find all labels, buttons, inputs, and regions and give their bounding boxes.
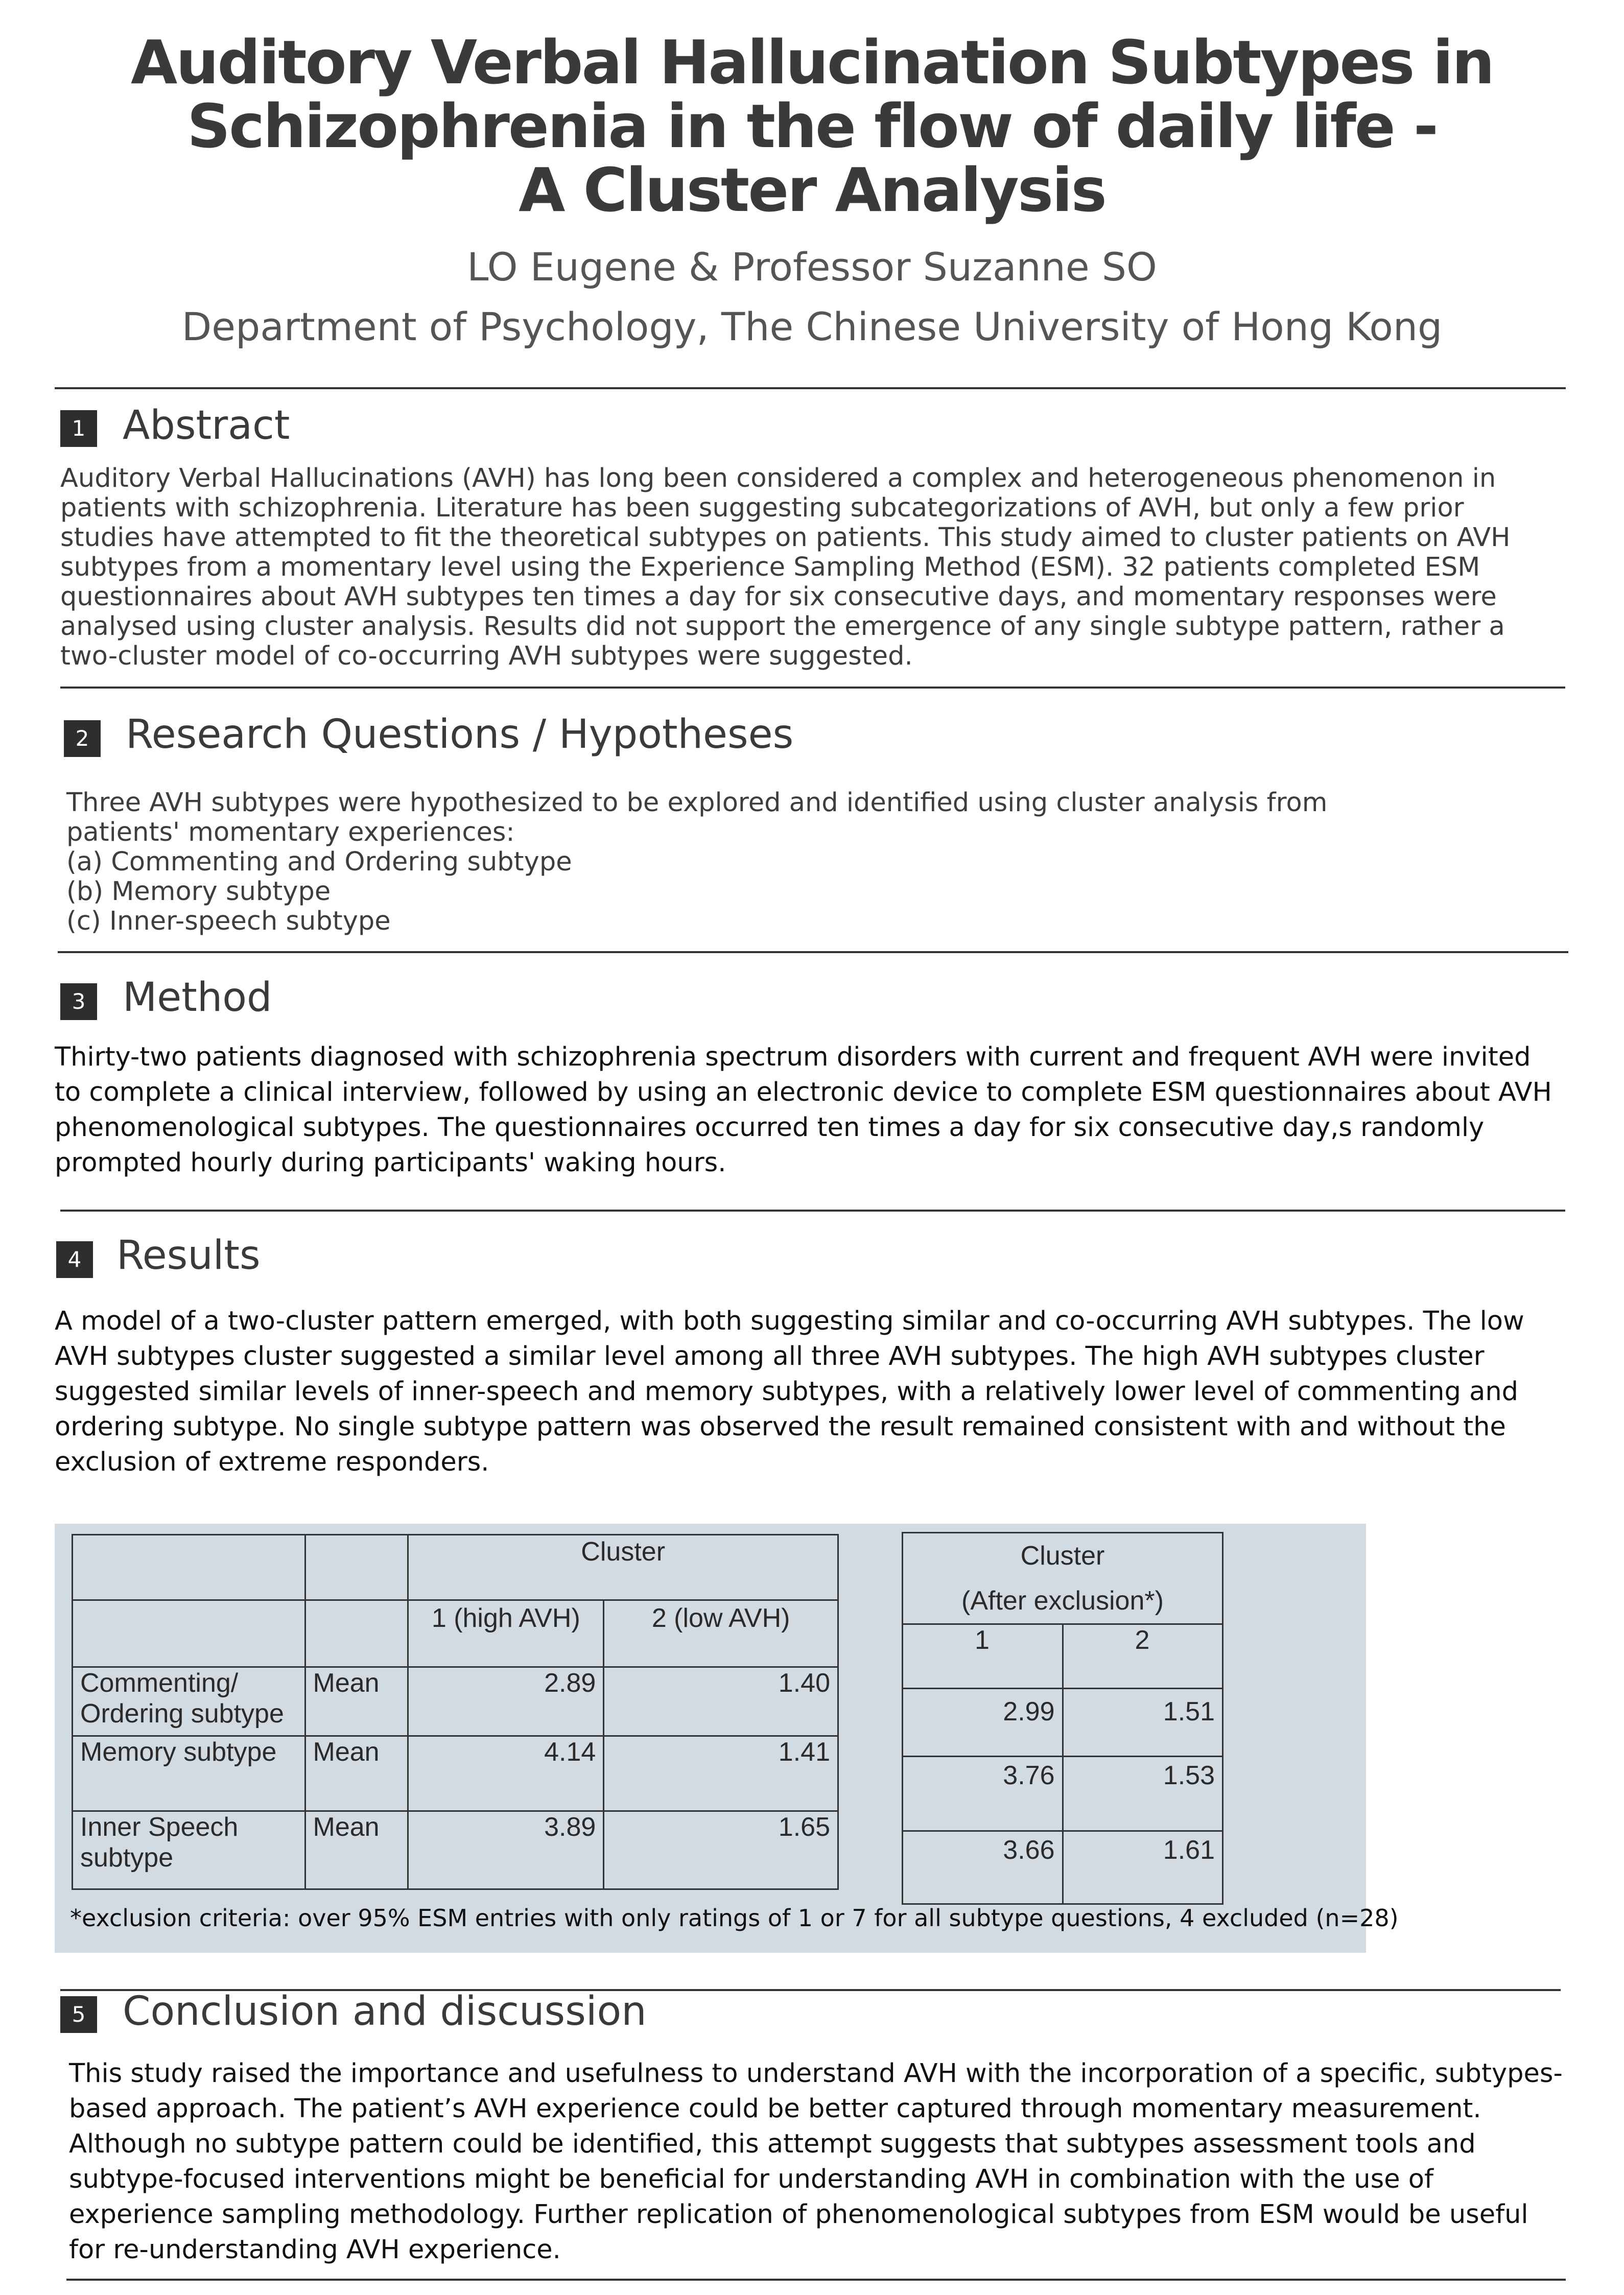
section-title-research-questions: Research Questions / Hypotheses (126, 712, 794, 758)
title-line-1: Auditory Verbal Hallucination Subtypes in (131, 27, 1493, 98)
title-line-3: A Cluster Analysis (519, 155, 1105, 225)
table-header-empty (305, 1600, 408, 1667)
cell-value: 1.40 (604, 1667, 838, 1736)
hypotheses-intro-line-2: patients' momentary experiences: (66, 817, 515, 847)
row-label: Memory subtype (73, 1736, 305, 1811)
table-row (903, 1689, 1223, 1757)
divider (60, 687, 1565, 689)
cluster-header: Cluster (408, 1535, 838, 1600)
results-text: A model of a two-cluster pattern emerged, with both suggesting similar and co-occurring AVH subtypes. The low AVH subtypes cluster suggested a similar level among all three AVH subtypes. The high AVH subtypes cluster suggested similar levels of inner-speech and memory subtypes, with a relatively lower level of commenting and ordering subtype. No single subtype pattern was observed the result remained consistent with and without the exclusion of extreme responders. (55, 1306, 1524, 1477)
section-title-method: Method (123, 975, 272, 1021)
table-row (73, 1811, 838, 1889)
cluster-1-header: 1 (high AVH) (408, 1600, 604, 1667)
section-title-abstract: Abstract (123, 403, 290, 448)
section-title-results: Results (116, 1233, 261, 1279)
conclusion-text: This study raised the importance and usefulness to understand AVH with the incorporation of a specific, subtypes-based approach. The patient’s AVH experience could be better captured through momentary measurement. Although no subtype pattern could be identified, this attempt suggests that subtypes assessment tools and subtype-focused interventions might be beneficial for understanding AVH in combination with the use of experience sampling methodology. Further replication of phenomenological subtypes from ESM would be useful for re-understanding AVH experience. (69, 2059, 1563, 2265)
cell-value: 1.65 (604, 1811, 838, 1889)
poster-title (0, 27, 1624, 225)
cell-value: 3.76 (903, 1757, 1063, 1831)
hypothesis-a: (a) Commenting and Ordering subtype (66, 847, 572, 877)
row-label: Inner Speech subtype (73, 1811, 305, 1889)
divider (55, 387, 1566, 389)
cell-value: 1.53 (1063, 1757, 1223, 1831)
cell-value: 1.41 (604, 1736, 838, 1811)
authors: LO Eugene & Professor Suzanne SO (467, 244, 1157, 290)
hypotheses-list (66, 788, 1548, 936)
excl-cluster-header (903, 1533, 1223, 1624)
section-title-conclusion: Conclusion and discussion (123, 1989, 647, 2034)
cell-value: 4.14 (408, 1736, 604, 1811)
table-row (903, 1757, 1223, 1831)
hypothesis-c: (c) Inner-speech subtype (66, 906, 391, 936)
table-row (73, 1736, 838, 1811)
table-header-empty (305, 1535, 408, 1600)
section-number-conclusion: 5 (60, 1996, 97, 2033)
title-line-2: Schizophrenia in the flow of daily life - (187, 91, 1437, 161)
excl-subheader: (After exclusion*) (961, 1586, 1164, 1616)
excl-cluster-title: Cluster (1020, 1541, 1105, 1571)
divider (58, 951, 1568, 953)
excl-col-2-header: 2 (1063, 1624, 1223, 1689)
after-exclusion-table (902, 1532, 1223, 1905)
section-number-results: 4 (56, 1241, 93, 1278)
abstract-text: Auditory Verbal Hallucinations (AVH) has long been considered a complex and heterogeneous phenomenon in patients with schizophrenia. Literature has been suggesting subcategorizations of AVH, but only a few prior studies have attempted to fit the theoretical subtypes on patients. This study aimed to cluster patients on AVH subtypes from a momentary level using the Experience Sampling Method (ESM). 32 patients completed ESM questionnaires about AVH subtypes ten times a day for six consecutive days, and momentary responses were analysed using cluster analysis. Results did not support the emergence of any single subtype pattern, rather a two-cluster model of co-occurring AVH subtypes were suggested. (60, 463, 1511, 671)
cluster-2-header: 2 (low AVH) (604, 1600, 838, 1667)
divider (60, 1210, 1565, 1212)
row-label: Commenting/ Ordering subtype (73, 1667, 305, 1736)
cell-value: 1.61 (1063, 1831, 1223, 1904)
cell-value: 1.51 (1063, 1689, 1223, 1757)
table-row (73, 1667, 838, 1736)
cell-value: 3.66 (903, 1831, 1063, 1904)
row-stat: Mean (305, 1667, 408, 1736)
divider (66, 2279, 1566, 2281)
method-text: Thirty-two patients diagnosed with schizophrenia spectrum disorders with current and frequent AVH were invited to complete a clinical interview, followed by using an electronic device to complete ESM questionnaires about AVH phenomenological subtypes. The questionnaires occurred ten times a day for six consecutive day,s randomly prompted hourly during participants' waking hours. (55, 1042, 1552, 1178)
section-number-method: 3 (60, 983, 97, 1020)
cluster-means-table (72, 1534, 839, 1890)
row-stat: Mean (305, 1736, 408, 1811)
cell-value: 2.99 (903, 1689, 1063, 1757)
table-header-empty (73, 1600, 305, 1667)
department: Department of Psychology, The Chinese University of Hong Kong (181, 304, 1443, 349)
hypothesis-b: (b) Memory subtype (66, 877, 331, 907)
section-number-abstract: 1 (60, 410, 97, 447)
table-row (903, 1831, 1223, 1904)
excl-col-1-header: 1 (903, 1624, 1063, 1689)
section-number-research-questions: 2 (64, 720, 101, 757)
table-header-empty (73, 1535, 305, 1600)
cell-value: 2.89 (408, 1667, 604, 1736)
exclusion-footnote: *exclusion criteria: over 95% ESM entries with only ratings of 1 or 7 for all subtype questions, 4 excluded (n=28) (70, 1904, 1399, 1932)
hypotheses-intro-line-1: Three AVH subtypes were hypothesized to be explored and identified using cluster analysis from (66, 788, 1328, 818)
cell-value: 3.89 (408, 1811, 604, 1889)
row-stat: Mean (305, 1811, 408, 1889)
